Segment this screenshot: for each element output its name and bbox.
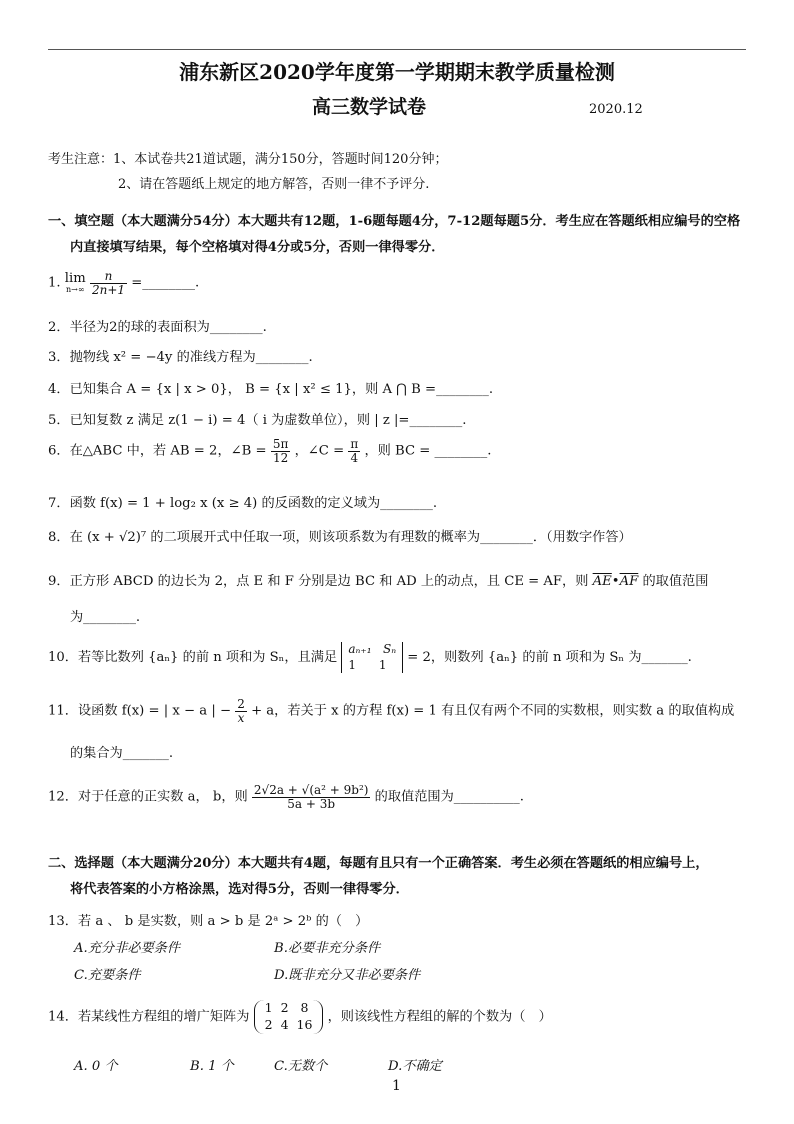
q12-frac-numerator: 2√2a + √(a² + 9b²) <box>253 783 369 797</box>
q6-part-a: 6．在△ABC 中，若 AB = 2，∠B = <box>48 443 267 459</box>
q10-det-a21: 1 <box>348 657 356 672</box>
q11-part-b: + a，若关于 x 的方程 f(x) = 1 有且仅有两个不同的实数根，则实数 a 的取值构成 <box>251 703 735 719</box>
q6-part-c: ，则 BC = ________. <box>364 443 492 459</box>
q14-augmented-matrix <box>254 1000 324 1034</box>
q13-option-c: C.充要条件 <box>74 968 141 983</box>
section1-heading-cont: 内直接填写结果，每个空格填对得4分或5分，否则一律得零分． <box>70 240 445 255</box>
q11-frac-denominator: x <box>237 710 245 725</box>
note-line-2: 2、请在答题纸上规定的地方解答，否则一律不予评分. <box>118 177 430 192</box>
q14-matrix-cell: 16 <box>296 1016 313 1032</box>
q1-tail: =________. <box>131 275 200 291</box>
q6-angle-b-numerator: 5π <box>272 437 289 451</box>
question-7: 7．函数 f(x) = 1 + log₂ x (x ≥ 4) 的反函数的定义域为________. <box>48 496 438 511</box>
q14-part-a: 14．若某线性方程组的增广矩阵为 <box>48 1009 250 1025</box>
q11-frac-numerator: 2 <box>237 697 245 711</box>
q10-det-a12: Sₙ <box>382 642 397 656</box>
question-12 <box>48 784 524 810</box>
note-line-1: 考生注意：1、本试卷共21道试题，满分150分，答题时间120分钟； <box>48 152 448 167</box>
question-4: 4．已知集合 A = {x | x > 0}， B = {x | x² ≤ 1}，则 A ⋂ B =________. <box>48 382 494 397</box>
question-5: 5．已知复数 z 满足 z(1 − i) = 4（ i 为虚数单位），则 | z |=________. <box>48 413 467 428</box>
q1-denominator: 2n+1 <box>91 282 126 297</box>
q14-option-c: C.无数个 <box>274 1059 328 1074</box>
q10-det-a22: 1 <box>378 657 387 672</box>
q14-matrix-cell: 4 <box>280 1016 289 1032</box>
q6-angle-c-denominator: 4 <box>350 450 359 465</box>
q1-lim-sub: n→∞ <box>66 284 85 294</box>
q14-option-a: A. 0 个 <box>74 1059 118 1074</box>
q14-option-b: B. 1 个 <box>190 1059 234 1074</box>
question-14 <box>48 1000 552 1034</box>
q13-option-b: B.必要非充分条件 <box>274 941 381 956</box>
question-6 <box>48 438 491 464</box>
q1-number: 1. <box>48 275 61 291</box>
q10-det-a11: aₙ₊₁ <box>348 642 372 656</box>
question-9-cont: 为________. <box>70 610 141 625</box>
q6-angle-c-numerator: π <box>350 437 359 451</box>
q6-part-b: ，∠C = <box>294 443 345 459</box>
section2-heading: 二、选择题（本大题满分20分）本大题共有4题，每题有且只有一个正确答案．考生必须在答题纸的相应编号上， <box>48 856 709 871</box>
q9-part-a: 9．正方形 ABCD 的边长为 2，点 E 和 F 分别是边 BC 和 AD 上的动点，且 CE = AF，则 <box>48 574 589 589</box>
question-10 <box>48 642 692 673</box>
q12-frac-denominator: 5a + 3b <box>287 796 336 811</box>
q9-part-b: 的取值范围 <box>642 574 709 589</box>
q9-vector-ae: $\overline{AE}$ <box>592 574 612 589</box>
question-11-cont: 的集合为_______. <box>70 746 174 761</box>
q6-angle-b-denominator: 12 <box>272 450 289 465</box>
q9-dot: • <box>611 574 620 589</box>
exam-date: 2020.12 <box>589 102 643 117</box>
q10-determinant <box>341 642 403 673</box>
question-8: 8．在 (x + √2)⁷ 的二项展开式中任取一项，则该项系数为有理数的概率为________．（用数字作答） <box>48 530 632 545</box>
q14-option-d: D.不确定 <box>388 1059 442 1074</box>
page-title: 浦东新区2020学年度第一学期期末教学质量检测 <box>179 60 615 84</box>
q1-numerator: n <box>90 270 127 284</box>
q14-matrix-cell: 2 <box>280 1000 289 1015</box>
question-13: 13．若 a 、 b 是实数，则 a > b 是 2ᵃ > 2ᵇ 的（ ） <box>48 914 369 929</box>
page-number: 1 <box>392 1078 401 1094</box>
q1-lim: lim <box>64 271 86 287</box>
question-1 <box>48 270 199 296</box>
q13-option-d: D.既非充分又非必要条件 <box>274 968 421 983</box>
header-rule <box>48 49 746 50</box>
page-subtitle: 高三数学试卷 <box>312 96 427 118</box>
q9-vector-af: $\overline{AF}$ <box>619 574 639 589</box>
question-11 <box>48 698 734 724</box>
q14-matrix-cell: 8 <box>300 1000 309 1015</box>
q12-part-b: 的取值范围为__________. <box>374 789 524 805</box>
q14-matrix-cell: 2 <box>264 1016 273 1032</box>
q14-part-b: ，则该线性方程组的解的个数为（ ） <box>327 1009 552 1025</box>
q13-option-a: A.充分非必要条件 <box>74 941 181 956</box>
q10-part-b: = 2，则数列 {aₙ} 的前 n 项和为 Sₙ 为_______. <box>407 650 692 666</box>
question-2: 2．半径为2的球的表面积为________. <box>48 320 267 335</box>
q12-part-a: 12．对于任意的正实数 a， b，则 <box>48 789 248 805</box>
q14-matrix-cell: 1 <box>264 1000 273 1015</box>
q10-part-a: 10．若等比数列 {aₙ} 的前 n 项和为 Sₙ，且满足 <box>48 650 338 666</box>
question-3: 3．抛物线 x² = −4y 的准线方程为________. <box>48 350 313 365</box>
section2-heading-cont: 将代表答案的小方格涂黑，选对得5分，否则一律得零分． <box>70 882 409 897</box>
q11-part-a: 11．设函数 f(x) = | x − a | − <box>48 703 232 719</box>
section1-heading: 一、填空题（本大题满分54分）本大题共有12题，1-6题每题4分，7-12题每题5分．考生应在答题纸相应编号的空格 <box>48 214 741 229</box>
question-9 <box>48 570 708 589</box>
